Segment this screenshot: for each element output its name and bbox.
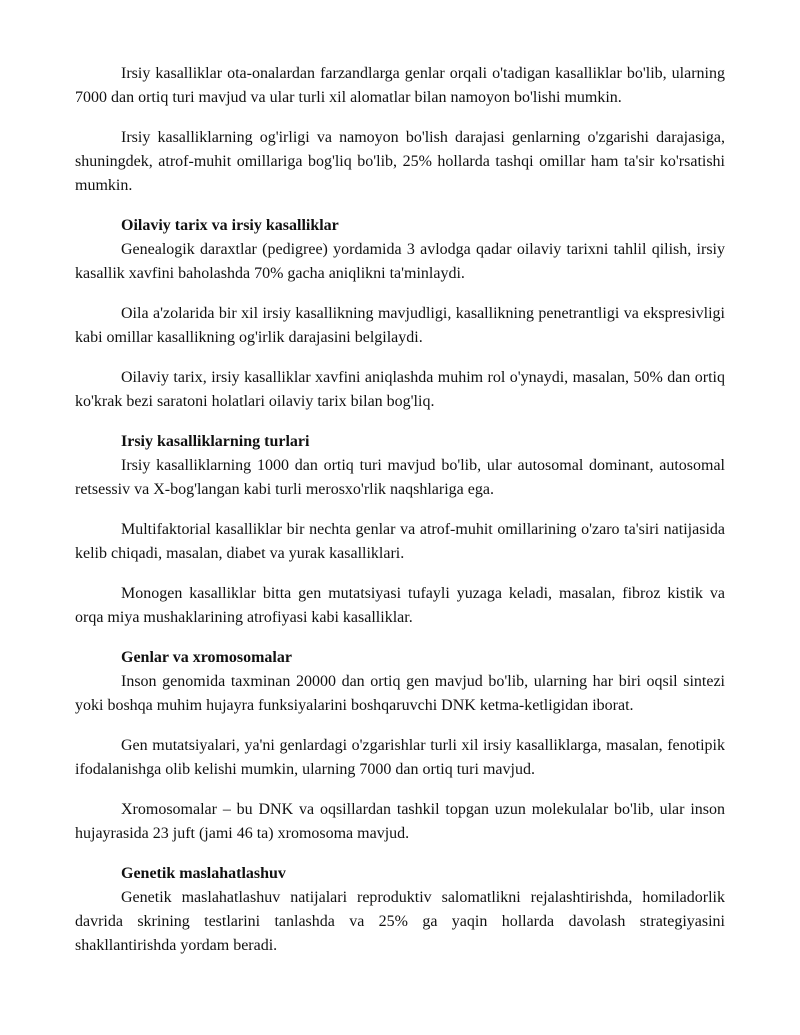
section-paragraph: Genetik maslahatlashuv natijalari reproduktiv salomatlikni rejalashtirishda, homiladorlik davrida skrining testlarini tanlashda va 25% ga yaqin hollarda davolash strategiyasini shakllantirishda yordam beradi.: [75, 889, 725, 954]
section-family-history: [75, 214, 725, 414]
intro-paragraph-2: Irsiy kasalliklarning og'irligi va namoyon bo'lish darajasi genlarning o'zgarishi darajasiga, shuningdek, atrof-muhit omillariga bog'liq bo'lib, 25% hollarda tashqi omillar ham ta'sir ko'rsatishi mumkin.: [75, 129, 725, 194]
section-paragraph: Gen mutatsiyalari, ya'ni genlardagi o'zgarishlar turli xil irsiy kasalliklarga, masalan, fenotipik ifodalanishga olib kelishi mumkin, ularning 7000 dan ortiq turi mavjud.: [75, 737, 725, 778]
section-genetic-counseling: [75, 862, 725, 958]
section-paragraph: Irsiy kasalliklarning 1000 dan ortiq turi mavjud bo'lib, ular autosomal dominant, autosomal retsessiv va X-bog'langan kabi turli merosxo'rlik naqshlariga ega.: [75, 457, 725, 498]
section-paragraph: Oilaviy tarix, irsiy kasalliklar xavfini aniqlashda muhim rol o'ynaydi, masalan, 50% dan ortiq ko'krak bezi saratoni holatlari oilaviy tarix bilan bog'liq.: [75, 369, 725, 410]
section-paragraph: Monogen kasalliklar bitta gen mutatsiyasi tufayli yuzaga keladi, masalan, fibroz kistik va orqa miya mushaklarining atrofiyasi kabi kasalliklar.: [75, 585, 725, 626]
section-heading: Genlar va xromosomalar: [121, 649, 292, 666]
section-paragraph: Multifaktorial kasalliklar bir nechta genlar va atrof-muhit omillarining o'zaro ta'siri natijasida kelib chiqadi, masalan, diabet va yurak kasalliklari.: [75, 521, 725, 562]
section-heading: Oilaviy tarix va irsiy kasalliklar: [121, 217, 339, 234]
intro-paragraph-1: Irsiy kasalliklar ota-onalardan farzandlarga genlar orqali o'tadigan kasalliklar bo'lib, ularning 7000 dan ortiq turi mavjud va ular turli xil alomatlar bilan namoyon bo'lishi mumkin.: [75, 65, 725, 106]
section-paragraph: Oila a'zolarida bir xil irsiy kasallikning mavjudligi, kasallikning penetrantligi va ekspresivligi kabi omillar kasallikning og'irlik darajasini belgilaydi.: [75, 305, 725, 346]
document-page: [75, 62, 725, 974]
section-paragraph: Xromosomalar – bu DNK va oqsillardan tashkil topgan uzun molekulalar bo'lib, ular inson hujayrasida 23 juft (jami 46 ta) xromosoma mavjud.: [75, 801, 725, 842]
section-paragraph: Inson genomida taxminan 20000 dan ortiq gen mavjud bo'lib, ularning har biri oqsil sintezi yoki boshqa muhim hujayra funksiyalarini boshqaruvchi DNK ketma-ketligidan iborat.: [75, 673, 725, 714]
section-genes-chromosomes: [75, 646, 725, 846]
section-disease-types: [75, 430, 725, 630]
section-paragraph: Genealogik daraxtlar (pedigree) yordamida 3 avlodga qadar oilaviy tarixni tahlil qilish, irsiy kasallik xavfini baholashda 70% gacha aniqlikni ta'minlaydi.: [75, 241, 725, 282]
section-heading: Irsiy kasalliklarning turlari: [121, 433, 310, 450]
section-heading: Genetik maslahatlashuv: [121, 865, 286, 882]
